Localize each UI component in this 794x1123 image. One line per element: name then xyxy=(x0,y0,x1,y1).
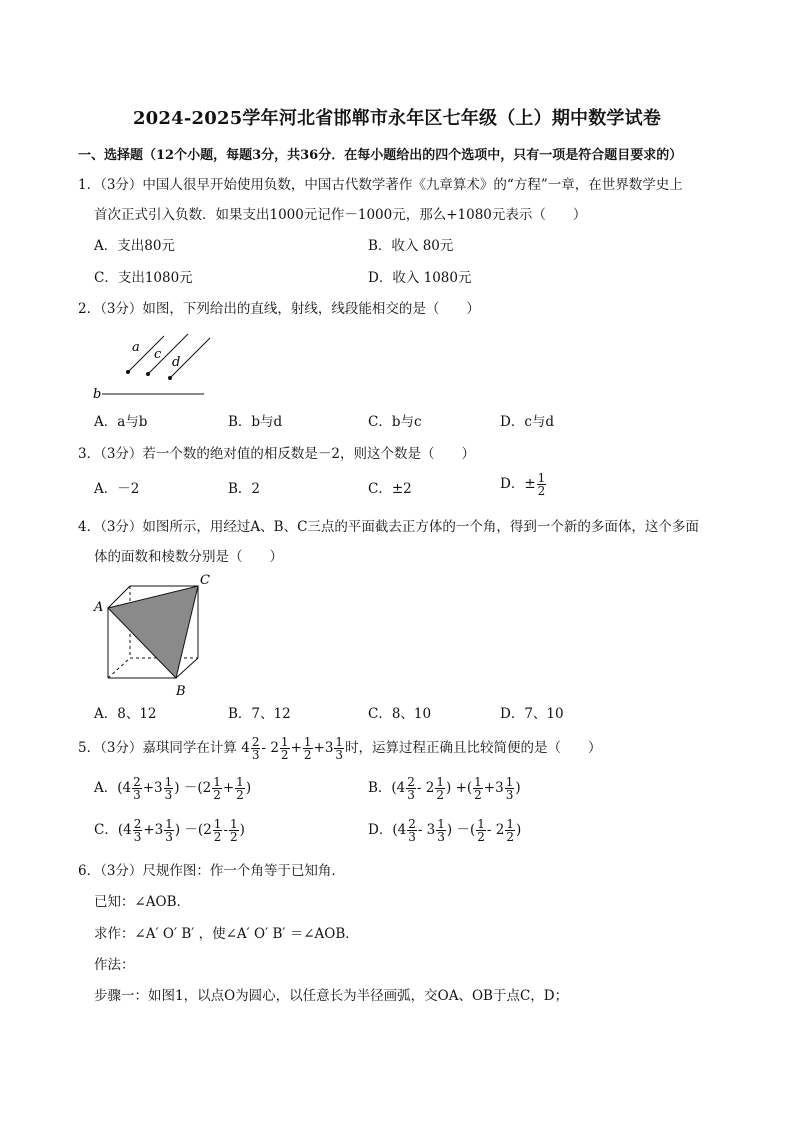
q3-option-b: B．2 xyxy=(228,481,261,497)
q3-option-d xyxy=(500,472,547,497)
q6-given: 已知：∠AOB． xyxy=(94,894,191,910)
q4-stem-line1: 4．（3分）如图所示，用经过A、B、C三点的平面截去正方体的一个角，得到一个新的多面体，这个多面 xyxy=(78,519,699,535)
q5-option-a: A．(4 $\frac{2}{3}$ +3 $\frac{1}{3}$ ) －(2 $\frac{1}{2}$ + $\frac{1}{2}$ ) xyxy=(94,775,252,802)
q3-option-c: C．±2 xyxy=(368,481,412,497)
fraction-denominator: 2 xyxy=(537,484,546,498)
q6-method: 作法： xyxy=(94,957,135,973)
q5-option-c: C．(4 $\frac{2}{3}$ +3 $\frac{1}{3}$ ) －(2 $\frac{1}{2}$ - $\frac{1}{2}$ ) xyxy=(94,817,245,844)
q6-stem: 6．（3分）尺规作图：作一个角等于已知角． xyxy=(78,863,345,879)
q1-option-c: C．支出1080元 xyxy=(94,270,193,286)
q5-option-d: D．(4 $\frac{2}{3}$ - 3 $\frac{1}{3}$ ) －( $\frac{1}{2}$ - 2 $\frac{1}{2}$ ) xyxy=(368,817,522,844)
q4-option-c: C．8、10 xyxy=(368,706,432,722)
q4-stem-line2: 体的面数和棱数分别是（ ） xyxy=(94,549,283,565)
q5-expression: 4 $\frac{2}{3}$ - 2 $\frac{1}{2}$ + $\frac{1}{2}$ +3 $\frac{1}{3}$ xyxy=(241,735,344,762)
q2-label-b: b xyxy=(93,387,102,402)
q3-stem: 3．（3分）若一个数的绝对值的相反数是－2，则这个数是（ ） xyxy=(78,446,476,462)
q1-option-a: A．支出80元 xyxy=(94,238,175,254)
q2-point-3 xyxy=(168,376,172,380)
q5-stem-prefix: 5．（3分）嘉琪同学在计算 xyxy=(78,740,237,756)
q2-label-a: a xyxy=(132,340,140,355)
q3-option-d-prefix: D．± xyxy=(500,476,536,492)
exam-title: 2024-2025学年河北省邯郸市永年区七年级（上）期中数学试卷 xyxy=(132,108,662,129)
q4-option-b: B．7、12 xyxy=(228,706,291,722)
q6-step1: 步骤一：如图1，以点O为圆心，以任意长为半径画弧，交OA、OB于点C，D； xyxy=(94,988,569,1004)
q1-option-d: D．收入 1080元 xyxy=(368,270,472,286)
q2-label-d: d xyxy=(172,355,181,370)
q4-label-b: B xyxy=(176,684,186,699)
q4-hidden-edge-2 xyxy=(108,658,130,678)
q2-figure xyxy=(88,330,218,402)
q2-point-1 xyxy=(126,370,130,374)
q4-option-a: A．8、12 xyxy=(94,706,157,722)
q5-stem-suffix: 时，运算过程正确且比较简便的是（ ） xyxy=(345,740,602,756)
q2-option-b: B．b与d xyxy=(228,414,283,430)
q4-option-d: D．7、10 xyxy=(500,706,564,722)
q4-cube-figure xyxy=(88,572,218,700)
q4-label-c: C xyxy=(200,573,210,588)
q3-option-d-fraction xyxy=(537,472,547,497)
q4-label-a: A xyxy=(94,600,104,615)
q2-point-2 xyxy=(146,372,150,376)
q6-find: 求作：∠A′ O′ B′ ，使∠A′ O′ B′ ＝∠AOB． xyxy=(94,926,359,942)
q1-option-b: B．收入 80元 xyxy=(368,238,454,254)
q1-stem-line1: 1．（3分）中国人很早开始使用负数，中国古代数学著作《九章算术》的“方程”一章，在世界数学史上 xyxy=(78,177,683,193)
q2-option-c: C．b与c xyxy=(368,414,422,430)
q3-option-a: A．－2 xyxy=(94,481,140,497)
fraction-numerator: 1 xyxy=(537,471,546,485)
q2-stem: 2．（3分）如图，下列给出的直线，射线，线段能相交的是（ ） xyxy=(78,301,480,317)
q1-stem-line2: 首次正式引入负数．如果支出1000元记作－1000元，那么+1080元表示（ ） xyxy=(94,207,587,223)
q5-option-b: B．(4 $\frac{2}{3}$ - 2 $\frac{1}{2}$ ) +( $\frac{1}{2}$ +3 $\frac{1}{3}$ ) xyxy=(368,775,521,802)
section-heading: 一、选择题（12个小题，每题3分，共36分．在每小题给出的四个选项中，只有一项是符合题目要求的） xyxy=(78,148,683,163)
q2-option-d: D．c与d xyxy=(500,414,555,430)
q4-cut-plane xyxy=(108,586,198,678)
q2-option-a: A．a与b xyxy=(94,414,148,430)
q2-label-c: c xyxy=(154,347,162,362)
q5-stem xyxy=(78,736,602,761)
